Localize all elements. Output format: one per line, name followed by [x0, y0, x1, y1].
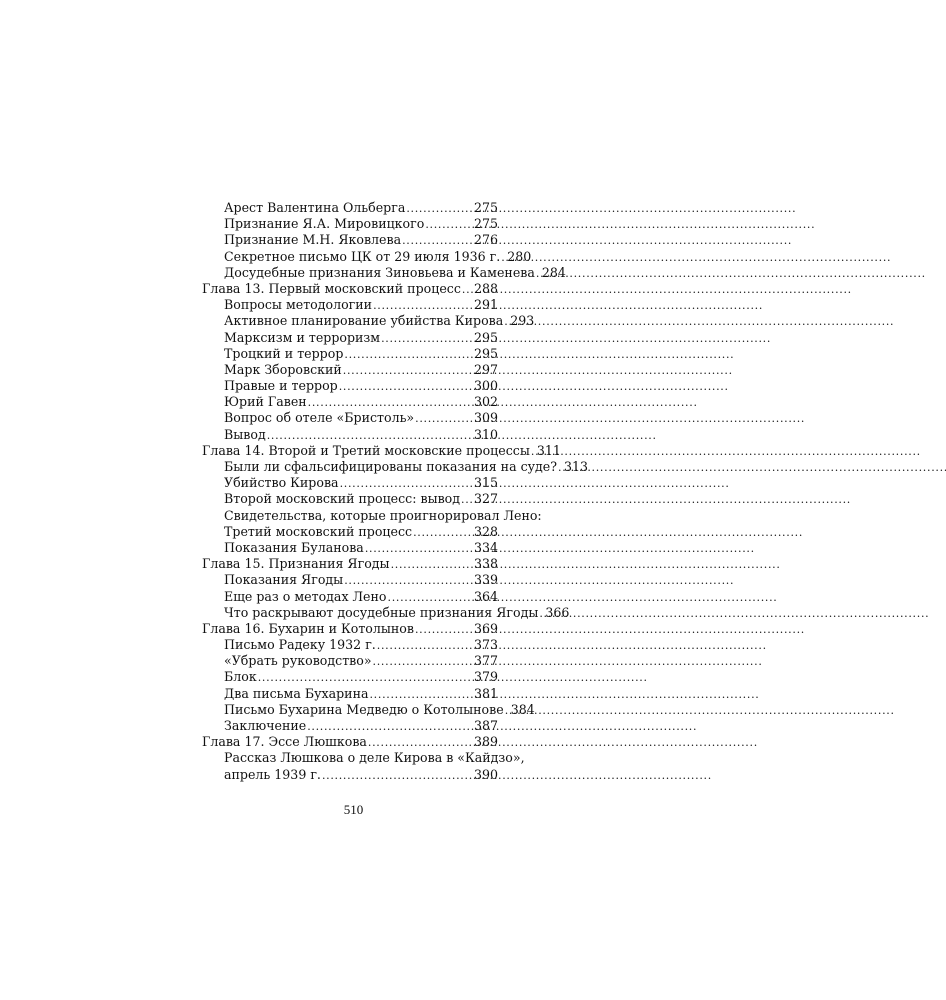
toc-entry-title: апрель 1939 г.	[224, 766, 321, 782]
dot-leader	[504, 313, 508, 330]
toc-section-entry	[202, 718, 498, 734]
toc-entry-page: 297	[473, 361, 498, 377]
toc-entry-page: 309	[473, 410, 498, 426]
toc-entry-title: Свидетельства, которые проигнорировал Лено:	[224, 507, 542, 523]
toc-entry-page: 373	[473, 637, 498, 653]
toc-entry-title: Юрий Гавен	[224, 394, 307, 410]
toc-entry-page: 300	[473, 378, 498, 394]
toc-section-entry	[202, 540, 498, 556]
toc-section-entry	[202, 200, 498, 216]
toc-chapter-entry	[202, 734, 498, 750]
toc-chapter-entry	[202, 556, 498, 572]
dot-leader	[308, 394, 472, 411]
toc-section-entry	[202, 572, 498, 588]
toc-entry-page: 381	[473, 685, 498, 701]
toc-section-entry	[202, 248, 532, 265]
toc-entry-title: Троцкий и террор	[224, 345, 344, 361]
toc-entry-page: 377	[473, 653, 498, 669]
toc-chapter-entry	[202, 281, 498, 297]
dot-leader	[368, 734, 472, 751]
toc-entry-title: Секретное письмо ЦК от 29 июля 1936 г.	[224, 248, 501, 264]
toc-entry-page: 338	[473, 556, 498, 572]
toc-entry-page: 315	[473, 475, 498, 491]
toc-section-entry	[202, 378, 498, 394]
toc-chapter-entry	[202, 442, 561, 459]
dot-leader	[369, 686, 471, 703]
toc-entry-title: Еще раз о методах Лено	[224, 588, 387, 604]
toc-entry-page: 302	[473, 394, 498, 410]
toc-entry-title: Досудебные признания Зиновьева и Каменева	[224, 264, 535, 280]
toc-section-entry	[202, 346, 498, 362]
toc-entry-page: 384	[510, 701, 535, 717]
toc-entry-title: Второй московский процесс: вывод	[224, 491, 461, 507]
toc-section-entry	[202, 637, 498, 653]
toc-entry-title: Признание Я.А. Мировицкого	[224, 216, 425, 232]
toc-entry-title: Показания Ягоды	[224, 572, 344, 588]
dot-leader	[373, 297, 472, 314]
dot-leader	[462, 281, 472, 298]
toc-section-entry	[202, 427, 498, 443]
toc-section-entry	[202, 604, 570, 621]
dot-leader	[391, 556, 472, 573]
toc-entry-title: Убийство Кирова	[224, 475, 339, 491]
dot-leader	[402, 232, 472, 249]
toc-entry-page: 295	[473, 329, 498, 345]
toc-entry-title: Вопрос об отеле «Бристоль»	[224, 410, 415, 426]
dot-leader	[505, 702, 509, 719]
dot-leader	[339, 378, 472, 395]
toc-entry-page: 280	[507, 248, 532, 264]
toc-section-entry	[202, 264, 566, 281]
toc-entry-page: 389	[473, 734, 498, 750]
toc-section-entry	[202, 701, 535, 718]
toc-entry-title: Вывод	[224, 426, 266, 442]
toc-entry-page: 313	[564, 459, 589, 474]
toc-section-entry	[202, 475, 498, 491]
toc-entry-title: Были ли сфальсифицированы показания на суде?	[224, 459, 557, 474]
toc-entry-title: Правые и террор	[224, 378, 338, 394]
dot-leader	[258, 669, 472, 686]
dot-leader	[377, 637, 472, 654]
page-number: 510	[343, 802, 364, 817]
toc-entry-title: Блок	[224, 669, 257, 685]
dot-leader	[267, 427, 472, 444]
toc-section-entry	[202, 767, 498, 783]
dot-leader	[388, 589, 472, 606]
toc-entry-page: 295	[473, 345, 498, 361]
dot-leader	[344, 572, 472, 589]
toc-section-entry	[202, 669, 498, 685]
toc-section-entry	[202, 362, 498, 378]
toc-entry-page: 276	[473, 232, 498, 248]
dot-leader	[322, 767, 472, 784]
toc-entry-page: 390	[473, 766, 498, 782]
toc-section-entry	[202, 410, 498, 426]
dot-leader	[344, 346, 472, 363]
toc-entry-title: Рассказ Люшкова о деле Кирова в «Кайдзо»,	[224, 750, 525, 766]
dot-leader	[539, 605, 543, 622]
toc-section-entry	[202, 653, 498, 669]
dot-leader	[536, 265, 540, 282]
toc-entry-page: 310	[473, 426, 498, 442]
toc-section-entry	[202, 297, 498, 313]
toc-entry-page: 311	[536, 442, 561, 458]
dot-leader	[415, 410, 472, 427]
toc-section-entry	[202, 330, 498, 346]
table-of-contents	[202, 200, 589, 783]
toc-entry-page: 275	[473, 200, 498, 215]
dot-leader	[425, 216, 472, 233]
toc-section-entry	[202, 589, 498, 605]
dot-leader	[343, 362, 472, 379]
toc-entry-title: Заключение	[224, 718, 307, 733]
toc-entry-page: 288	[473, 280, 498, 296]
toc-entry-title: «Убрать руководство»	[224, 653, 372, 669]
toc-entry-title: Марк Зборовский	[224, 361, 342, 377]
toc-entry-title: Два письма Бухарина	[224, 685, 369, 701]
toc-entry-title: Активное планирование убийства Кирова	[224, 313, 504, 329]
toc-entry-title: Что раскрывают досудебные признания Ягоды	[224, 604, 539, 620]
toc-entry-title: Глава 14. Второй и Третий московские процессы	[202, 442, 530, 458]
toc-entry-title: Письмо Бухарина Медведю о Котолынове	[224, 701, 504, 717]
toc-section-entry	[202, 524, 498, 540]
toc-entry-page: 275	[473, 216, 498, 232]
dot-leader	[531, 443, 535, 460]
toc-entry-page: 379	[473, 669, 498, 685]
toc-entry-page: 366	[545, 604, 570, 620]
toc-entry-page: 339	[473, 572, 498, 588]
dot-leader	[415, 621, 472, 638]
dot-leader	[406, 200, 472, 217]
dot-leader	[558, 459, 562, 476]
toc-section-entry	[202, 491, 498, 507]
toc-entry-title: Показания Буланова	[224, 539, 364, 555]
toc-entry-title: Арест Валентина Ольберга	[224, 200, 406, 215]
toc-entry-page: 284	[541, 264, 566, 280]
dot-leader	[381, 330, 472, 347]
dot-leader	[365, 540, 472, 557]
dot-leader	[373, 653, 472, 670]
toc-entry-title: Глава 17. Эссе Люшкова	[202, 734, 367, 750]
toc-entry-title: Глава 16. Бухарин и Котолынов	[202, 620, 414, 636]
toc-entry-page: 327	[473, 491, 498, 507]
toc-chapter-entry	[202, 621, 498, 637]
toc-section-entry	[202, 507, 542, 524]
toc-entry-title: Письмо Радеку 1932 г.	[224, 637, 376, 653]
toc-section-entry	[202, 232, 498, 248]
toc-section-entry	[202, 313, 535, 329]
toc-entry-page: 328	[473, 523, 498, 539]
toc-entry-page: 387	[473, 718, 498, 733]
dot-leader	[413, 524, 472, 541]
dot-leader	[501, 249, 505, 266]
toc-section-entry	[202, 750, 525, 766]
toc-section-entry	[202, 394, 498, 410]
toc-section-entry	[202, 216, 498, 232]
toc-entry-title: Глава 13. Первый московский процесс	[202, 280, 461, 296]
dot-leader	[307, 718, 472, 735]
dot-leader	[340, 475, 472, 492]
toc-entry-title: Признание М.Н. Яковлева	[224, 232, 402, 248]
toc-entry-page: 291	[473, 297, 498, 313]
toc-section-entry	[202, 686, 498, 702]
toc-entry-title: Глава 15. Признания Ягоды	[202, 556, 390, 572]
toc-entry-title: Вопросы методологии	[224, 297, 373, 313]
toc-entry-title: Марксизм и терроризм	[224, 329, 381, 345]
dot-leader	[461, 491, 472, 508]
toc-entry-page: 364	[473, 588, 498, 604]
toc-entry-page: 369	[473, 620, 498, 636]
toc-entry-title: Третий московский процесс	[224, 523, 413, 539]
toc-entry-page: 293	[510, 313, 535, 329]
toc-section-entry	[202, 459, 589, 475]
toc-entry-page: 334	[473, 539, 498, 555]
